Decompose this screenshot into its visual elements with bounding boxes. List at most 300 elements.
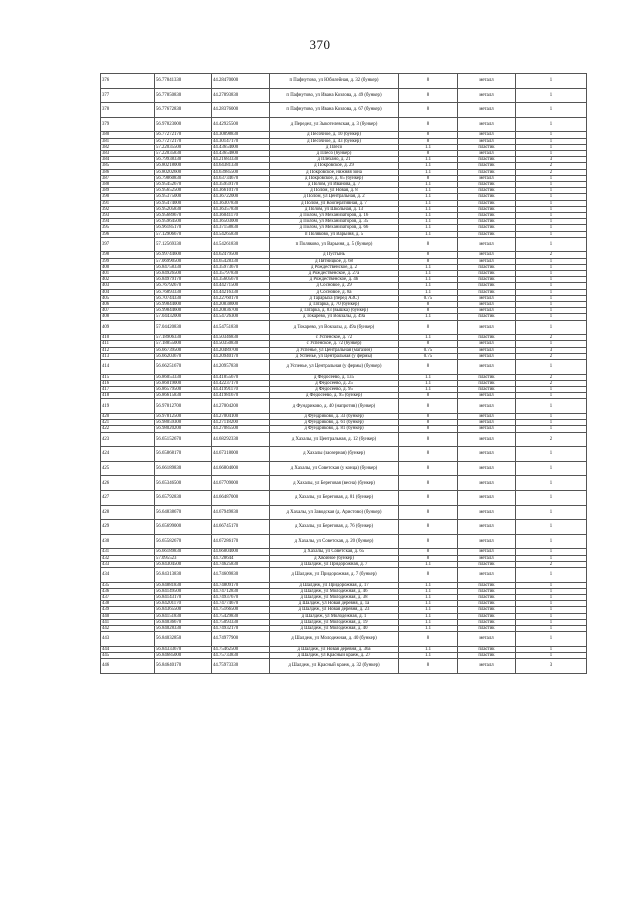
latitude-cell: 56.84028330 <box>155 626 212 632</box>
address-cell: д Успенье, ул Центральная (у фермы) <box>270 353 399 359</box>
count-cell: 1 <box>516 653 587 659</box>
volume-cell: 0.75 <box>399 295 458 301</box>
volume-cell: 8 <box>399 461 458 476</box>
volume-cell: 8 <box>399 393 458 399</box>
latitude-cell: 57.06990500 <box>155 258 212 264</box>
volume-cell: 1.1 <box>399 157 458 163</box>
longitude-cell: 44.30147170 <box>212 138 270 144</box>
count-cell: 1 <box>516 613 587 619</box>
material-cell: металл <box>458 360 516 375</box>
count-cell: 1 <box>516 582 587 588</box>
latitude-cell: 56.86579500 <box>155 387 212 393</box>
volume-cell: 1.1 <box>399 601 458 607</box>
material-cell: пластик <box>458 374 516 380</box>
longitude-cell: 44.74625830 <box>212 561 270 567</box>
table-row <box>101 632 587 647</box>
longitude-cell: 44.41981670 <box>212 393 270 399</box>
material-cell: металл <box>458 393 516 399</box>
row-number-cell: 427 <box>101 491 155 506</box>
latitude-cell: 57.04432000 <box>155 314 212 320</box>
volume-cell: 8 <box>399 549 458 555</box>
page-number: 370 <box>309 37 331 52</box>
latitude-cell: 57.095523 <box>155 555 212 561</box>
volume-cell: 8 <box>399 103 458 118</box>
material-cell: металл <box>458 534 516 549</box>
address-cell: д Хахалы, ул Береговая, д. 81 (бункер) <box>270 491 399 506</box>
count-cell: 1 <box>516 258 587 264</box>
address-cell: д Фундриково, д. 33 (бункер) <box>270 414 399 420</box>
address-cell: д Федосеево, д. 135 <box>270 374 399 380</box>
volume-cell: 1.1 <box>399 582 458 588</box>
row-number-cell: 443 <box>101 632 155 647</box>
table-row <box>101 568 587 583</box>
count-cell: 1 <box>516 595 587 601</box>
row-number-cell: 421 <box>101 420 155 426</box>
count-cell: 2 <box>516 163 587 169</box>
material-cell: металл <box>458 426 516 432</box>
material-cell: металл <box>458 132 516 138</box>
longitude-cell: 44.67709000 <box>212 476 270 491</box>
latitude-cell: 56.95205830 <box>155 206 212 212</box>
address-cell: с Успенское, д. 72 <box>270 335 399 341</box>
count-cell: 1 <box>516 308 587 314</box>
latitude-cell: 56.77272170 <box>155 132 212 138</box>
address-cell: д Хахалы (заозерная) (бункер) <box>270 447 399 462</box>
longitude-cell: 44.27085500 <box>212 426 270 432</box>
address-cell: д Шалдеж, ул Молодежная, д. 40 <box>270 626 399 632</box>
address-cell: д Рождественское, д. 4б <box>270 277 399 283</box>
latitude-cell: 56.98020200 <box>155 426 212 432</box>
longitude-cell: 44.41991170 <box>212 387 270 393</box>
longitude-cell: 44.74932170 <box>212 626 270 632</box>
material-cell: пластик <box>458 387 516 393</box>
latitude-cell: 56.66189830 <box>155 549 212 555</box>
longitude-cell: 44.74609830 <box>212 568 270 583</box>
table-row <box>101 237 587 252</box>
volume-cell: 1.1 <box>399 206 458 212</box>
material-cell: металл <box>458 568 516 583</box>
material-cell: металл <box>458 103 516 118</box>
longitude-cell: 44.50350830 <box>212 341 270 347</box>
volume-cell: 8 <box>399 505 458 520</box>
longitude-cell: 44.65428330 <box>212 258 270 264</box>
row-number-cell: 417 <box>101 387 155 393</box>
latitude-cell: 56.84201170 <box>155 601 212 607</box>
material-cell: металл <box>458 432 516 447</box>
count-cell: 1 <box>516 144 587 150</box>
address-cell: д Шалдеж, ул Молодежная, д. 38 <box>270 595 399 601</box>
material-cell: металл <box>458 420 516 426</box>
address-cell: д Шалдеж, ул Придорожная, д. 7 <box>270 561 399 567</box>
volume-cell: 1.1 <box>399 289 458 295</box>
material-cell: пластик <box>458 588 516 594</box>
count-cell: 1 <box>516 476 587 491</box>
volume-cell: 8 <box>399 426 458 432</box>
material-cell: пластик <box>458 626 516 632</box>
volume-cell: 8 <box>399 308 458 314</box>
row-number-cell: 388 <box>101 182 155 188</box>
volume-cell: 8 <box>399 150 458 156</box>
count-cell: 3 <box>516 347 587 353</box>
material-cell: металл <box>458 175 516 181</box>
row-number-cell: 397 <box>101 237 155 252</box>
longitude-cell: 44.75429830 <box>212 613 270 619</box>
table-row <box>101 520 587 535</box>
address-cell: д Рождественское, д. 27а <box>270 271 399 277</box>
volume-cell: 8 <box>399 252 458 258</box>
latitude-cell: 56.64838670 <box>155 505 212 520</box>
table-row <box>101 461 587 476</box>
longitude-cell: 44.27004100 <box>212 414 270 420</box>
row-number-cell: 432 <box>101 555 155 561</box>
address-cell: д Пятницкое, д. 68 <box>270 258 399 264</box>
material-cell: металл <box>458 138 516 144</box>
volume-cell: 8 <box>399 341 458 347</box>
row-number-cell: 425 <box>101 461 155 476</box>
latitude-cell: 56.99744600 <box>155 252 212 258</box>
volume-cell: 1.1 <box>399 607 458 613</box>
address-cell: д Шалдеж, ул Придорожная, д. 7 (бункер) <box>270 568 399 583</box>
count-cell: 1 <box>516 619 587 625</box>
material-cell: металл <box>458 399 516 414</box>
latitude-cell: 56.97823000 <box>155 117 212 132</box>
address-cell: д Песочное, д. 43 (бункер) <box>270 138 399 144</box>
row-number-cell: 445 <box>101 653 155 659</box>
row-number-cell: 429 <box>101 520 155 535</box>
latitude-cell: 56.79860830 <box>155 175 212 181</box>
material-cell: пластик <box>458 314 516 320</box>
longitude-cell: 44.36503000 <box>212 219 270 225</box>
longitude-cell: 44.54265830 <box>212 231 270 237</box>
latitude-cell: 56.84979170 <box>155 277 212 283</box>
address-cell: д Полом, ул Иванова, д. 7 <box>270 182 399 188</box>
latitude-cell: 56.96185170 <box>155 225 212 231</box>
latitude-cell: 56.84640170 <box>155 659 212 674</box>
latitude-cell: 56.84313830 <box>155 568 212 583</box>
material-cell: пластик <box>458 188 516 194</box>
address-cell: д Песочное, д. 10 (бункер) <box>270 132 399 138</box>
address-cell: д Хахалы, ул Береговая, д. 76 (бункер) <box>270 520 399 535</box>
volume-cell: 8 <box>399 447 458 462</box>
count-cell: 1 <box>516 646 587 652</box>
table-row <box>101 117 587 132</box>
count-cell: 1 <box>516 555 587 561</box>
material-cell: пластик <box>458 194 516 200</box>
row-number-cell: 423 <box>101 432 155 447</box>
longitude-cell: 44.68292330 <box>212 432 270 447</box>
row-number-cell: 439 <box>101 607 155 613</box>
row-number-cell: 384 <box>101 157 155 163</box>
address-cell: д Шалдеж, ул Молодежная, д. 40 (бункер) <box>270 632 399 647</box>
volume-cell: 1.1 <box>399 619 458 625</box>
row-number-cell: 437 <box>101 595 155 601</box>
longitude-cell: 44.75093330 <box>212 619 270 625</box>
count-cell: 1 <box>516 219 587 225</box>
address-cell: д Шалдеж, ул Новая деревня, д. 23 <box>270 607 399 613</box>
address-cell: д Хахалы, ул Советская, д. 20 (бункер) <box>270 534 399 549</box>
volume-cell: 8 <box>399 132 458 138</box>
row-number-cell: 386 <box>101 169 155 175</box>
volume-cell: 8 <box>399 568 458 583</box>
volume-cell: 1.1 <box>399 646 458 652</box>
count-cell: 1 <box>516 387 587 393</box>
material-cell: пластик <box>458 200 516 206</box>
address-cell: д Сосновое, д. 29 <box>270 283 399 289</box>
latitude-cell: 56.86019000 <box>155 380 212 386</box>
volume-cell: 8 <box>399 420 458 426</box>
address-cell: д Тарарыха (перед АЗС) <box>270 295 399 301</box>
address-cell: д Шалдеж, ул Новая деревня, д. 1а <box>270 601 399 607</box>
longitude-cell: 44.36357830 <box>212 206 270 212</box>
row-number-cell: 380 <box>101 132 155 138</box>
material-cell: пластик <box>458 289 516 295</box>
volume-cell: 1.1 <box>399 595 458 601</box>
address-cell: д Полом, ул Механизаторов, д. 66 <box>270 225 399 231</box>
material-cell: пластик <box>458 619 516 625</box>
longitude-cell: 44.27004200 <box>212 399 270 414</box>
row-number-cell: 441 <box>101 619 155 625</box>
longitude-cell: 44.28470000 <box>212 74 270 89</box>
latitude-cell: 56.66739500 <box>155 347 212 353</box>
volume-cell: 1.1 <box>399 163 458 169</box>
row-number-cell: 377 <box>101 88 155 103</box>
address-cell: д Рождественское, д. 2 <box>270 264 399 270</box>
count-cell: 1 <box>516 314 587 320</box>
material-cell: металл <box>458 308 516 314</box>
volume-cell: 8 <box>399 117 458 132</box>
address-cell: д Шалдеж, ул Красный краеж, д. 27 <box>270 653 399 659</box>
table-row <box>101 103 587 118</box>
address-cell: д Плесо (бункер) <box>270 150 399 156</box>
material-cell: металл <box>458 347 516 353</box>
row-number-cell: 430 <box>101 534 155 549</box>
count-cell: 2 <box>516 353 587 359</box>
row-number-cell: 401 <box>101 271 155 277</box>
table-row <box>101 74 587 89</box>
latitude-cell: 56.84926500 <box>155 271 212 277</box>
count-cell: 1 <box>516 549 587 555</box>
address-cell: п Пафнутово, ул Ивана Козлова, д. 49 (бункер) <box>270 88 399 103</box>
row-number-cell: 385 <box>101 163 155 169</box>
address-cell: п Пафнутово, ул Юбилейная, д. 32 (бункер) <box>270 74 399 89</box>
volume-cell: 1.1 <box>399 182 458 188</box>
address-cell: д Федосеево, д. 95 <box>270 387 399 393</box>
address-cell: д Пустынь <box>270 252 399 258</box>
volume-cell: 8 <box>399 138 458 144</box>
longitude-cell: 44.43654000 <box>212 144 270 150</box>
count-cell: 1 <box>516 626 587 632</box>
latitude-cell: 56.84881830 <box>155 582 212 588</box>
material-cell: пластик <box>458 231 516 237</box>
longitude-cell: 44.63734670 <box>212 175 270 181</box>
latitude-cell: 56.65346500 <box>155 476 212 491</box>
address-cell: д Токарево, ул Вокзалы, д. 49а <box>270 314 399 320</box>
latitude-cell: 56.84685000 <box>155 653 212 659</box>
volume-cell: 1.1 <box>399 561 458 567</box>
address-cell: д Полом, ул Центральная, д. 2 <box>270 194 399 200</box>
material-cell: металл <box>458 632 516 647</box>
address-cell: д Хахалы, ул Советская, д. 65 <box>270 549 399 555</box>
row-number-cell: 435 <box>101 582 155 588</box>
address-cell: п Пафнутово, ул Ивана Козлова, д. 67 (бункер) <box>270 103 399 118</box>
volume-cell: 1.1 <box>399 169 458 175</box>
material-cell: пластик <box>458 213 516 219</box>
latitude-cell: 56.86615830 <box>155 393 212 399</box>
table-row <box>101 505 587 520</box>
row-number-cell: 418 <box>101 393 155 399</box>
address-cell: д Полом, ул Новая, д. 8 <box>270 188 399 194</box>
longitude-cell: 44.30898830 <box>212 132 270 138</box>
count-cell: 1 <box>516 200 587 206</box>
latitude-cell: 56.84304500 <box>155 561 212 567</box>
container-sites-table <box>100 73 587 674</box>
count-cell: 1 <box>516 182 587 188</box>
longitude-cell: 44.64381330 <box>212 163 270 169</box>
longitude-cell: 44.37158830 <box>212 225 270 231</box>
address-cell: д Покровское, нижняя зона <box>270 169 399 175</box>
material-cell: пластик <box>458 225 516 231</box>
count-cell: 1 <box>516 302 587 308</box>
material-cell: пластик <box>458 613 516 619</box>
longitude-cell: 44.20838000 <box>212 302 270 308</box>
volume-cell: 1.1 <box>399 277 458 283</box>
latitude-cell: 56.98059300 <box>155 420 212 426</box>
address-cell: д Фундриково, д. 61 (бункер) <box>270 420 399 426</box>
row-number-cell: 412 <box>101 347 155 353</box>
latitude-cell: 56.84758330 <box>155 264 212 270</box>
address-cell: д Шалдеж, ул Молодежная, д. 46 <box>270 588 399 594</box>
material-cell: пластик <box>458 601 516 607</box>
latitude-cell: 56.99844600 <box>155 308 212 314</box>
row-number-cell: 428 <box>101 505 155 520</box>
count-cell: 1 <box>516 393 587 399</box>
material-cell: пластик <box>458 157 516 163</box>
longitude-cell: 44.74977900 <box>212 632 270 647</box>
address-cell: д Шалдеж, ул Новая деревня, д. 36а <box>270 646 399 652</box>
row-number-cell: 378 <box>101 103 155 118</box>
table-row <box>101 659 587 674</box>
address-cell: д Хахалы, ул Центральная, д. 12 (бункер) <box>270 432 399 447</box>
count-cell: 2 <box>516 561 587 567</box>
volume-cell: 1.1 <box>399 271 458 277</box>
address-cell: д Шалдеж, ул Молодежная, д. 1 <box>270 613 399 619</box>
count-cell: 1 <box>516 341 587 347</box>
row-number-cell: 389 <box>101 188 155 194</box>
row-number-cell: 416 <box>101 380 155 386</box>
volume-cell: 8 <box>399 302 458 308</box>
volume-cell: 1.1 <box>399 264 458 270</box>
row-number-cell: 399 <box>101 258 155 264</box>
longitude-cell: 44.50346830 <box>212 335 270 341</box>
count-cell: 1 <box>516 447 587 462</box>
longitude-cell: 44.35605670 <box>212 277 270 283</box>
material-cell: пластик <box>458 561 516 567</box>
latitude-cell: 56.66251670 <box>155 360 212 375</box>
material-cell: пластик <box>458 607 516 613</box>
volume-cell: 1.1 <box>399 219 458 225</box>
longitude-cell: 44.75462500 <box>212 646 270 652</box>
address-cell: д Федосеево, д. 95 (бункер) <box>270 393 399 399</box>
latitude-cell: 56.84365500 <box>155 607 212 613</box>
longitude-cell: 44.54726300 <box>212 314 270 320</box>
material-cell: металл <box>458 549 516 555</box>
count-cell: 1 <box>516 237 587 252</box>
table-row <box>101 399 587 414</box>
material-cell: пластик <box>458 380 516 386</box>
longitude-cell: 44.75733830 <box>212 653 270 659</box>
row-number-cell: 381 <box>101 138 155 144</box>
material-cell: металл <box>458 302 516 308</box>
latitude-cell: 56.80218000 <box>155 163 212 169</box>
volume-cell: 1.1 <box>399 200 458 206</box>
volume-cell: 1.1 <box>399 314 458 320</box>
table-row <box>101 491 587 506</box>
row-number-cell: 433 <box>101 561 155 567</box>
longitude-cell: 44.67318000 <box>212 447 270 462</box>
latitude-cell: 56.84036670 <box>155 619 212 625</box>
latitude-cell: 56.77841330 <box>155 74 212 89</box>
count-cell: 1 <box>516 534 587 549</box>
longitude-cell: 44.75973330 <box>212 659 270 674</box>
row-number-cell: 408 <box>101 314 155 320</box>
latitude-cell: 56.84032850 <box>155 632 212 647</box>
volume-cell: 8 <box>399 320 458 335</box>
count-cell: 2 <box>516 374 587 380</box>
longitude-cell: 44.35973670 <box>212 264 270 270</box>
count-cell: 2 <box>516 169 587 175</box>
material-cell: металл <box>458 258 516 264</box>
row-number-cell: 382 <box>101 144 155 150</box>
row-number-cell: 415 <box>101 374 155 380</box>
count-cell: 1 <box>516 277 587 283</box>
count-cell: 2 <box>516 335 587 341</box>
longitude-cell: 44.63985500 <box>212 169 270 175</box>
count-cell: 1 <box>516 188 587 194</box>
table-row <box>101 360 587 375</box>
row-number-cell: 392 <box>101 206 155 212</box>
row-number-cell: 414 <box>101 360 155 375</box>
address-cell: д Шалдеж, ул Молодежная, д. 19 <box>270 619 399 625</box>
volume-cell: 1.1 <box>399 225 458 231</box>
volume-cell: 0.75 <box>399 353 458 359</box>
material-cell: металл <box>458 520 516 535</box>
material-cell: металл <box>458 491 516 506</box>
latitude-cell: 56.76792670 <box>155 283 212 289</box>
row-number-cell: 396 <box>101 231 155 237</box>
address-cell: д Шалдеж, ул Придорожная, д. 17 <box>270 582 399 588</box>
row-number-cell: 402 <box>101 277 155 283</box>
volume-cell: 1.1 <box>399 387 458 393</box>
latitude-cell: 56.65582670 <box>155 534 212 549</box>
material-cell: пластик <box>458 271 516 277</box>
material-cell: металл <box>458 295 516 301</box>
material-cell: пластик <box>458 595 516 601</box>
count-cell: 1 <box>516 360 587 375</box>
latitude-cell: 57.04420830 <box>155 320 212 335</box>
longitude-cell: 44.20940170 <box>212 353 270 359</box>
material-cell: металл <box>458 320 516 335</box>
latitude-cell: 56.70744330 <box>155 295 212 301</box>
address-cell: д Татарка, д. 70 (бункер) <box>270 302 399 308</box>
count-cell: 1 <box>516 103 587 118</box>
material-cell: пластик <box>458 646 516 652</box>
address-cell: д Хахалы, ул Береговая (весна) (бункер) <box>270 476 399 491</box>
row-number-cell: 379 <box>101 117 155 132</box>
material-cell: пластик <box>458 264 516 270</box>
count-cell: 1 <box>516 150 587 156</box>
material-cell: металл <box>458 414 516 420</box>
row-number-cell: 391 <box>101 200 155 206</box>
